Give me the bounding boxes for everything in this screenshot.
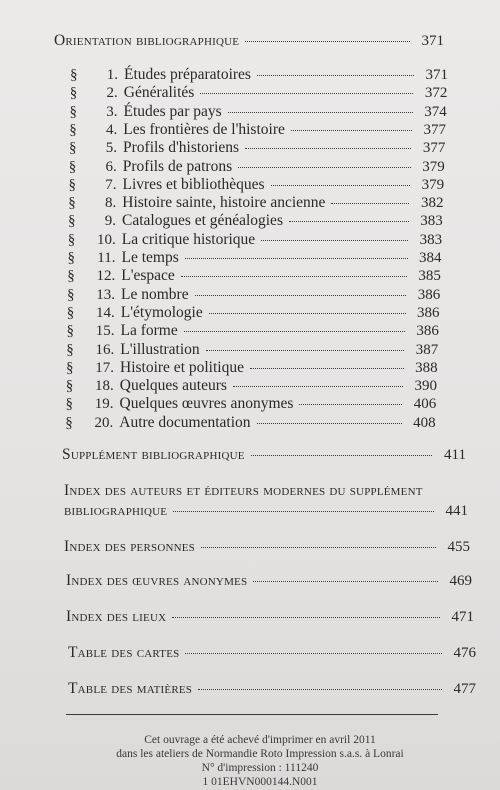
toc-label: Profils de patrons	[122, 157, 233, 175]
colophon	[60, 733, 460, 789]
toc-label: Études préparatoires	[124, 66, 251, 83]
toc-page-number: 379	[422, 158, 445, 175]
section-number: 7.	[105, 176, 117, 193]
section-sign: §	[65, 414, 73, 431]
section-sign: §	[67, 231, 76, 248]
section-number: 20.	[94, 414, 114, 431]
section-sign: §	[69, 121, 77, 138]
toc-label: Les frontières de l'histoire	[123, 120, 285, 138]
section-number: 9.	[104, 213, 116, 230]
section-number: 19.	[94, 396, 114, 413]
section-number: 6.	[105, 158, 117, 175]
toc-page-number: 388	[415, 359, 438, 376]
toc-page-number: 441	[445, 503, 468, 519]
toc-page-number: 471	[451, 609, 474, 625]
toc-page-number: 371	[425, 67, 448, 83]
toc-entry-index-lieux[interactable]	[66, 608, 474, 626]
section-sign: §	[69, 140, 77, 157]
toc-entry-index-auteurs[interactable]	[64, 482, 464, 500]
toc-section-entry[interactable]	[68, 194, 443, 212]
section-number: 2.	[106, 85, 118, 102]
toc-page-number: 382	[420, 195, 444, 212]
toc-section-entry[interactable]	[66, 359, 438, 377]
toc-label: La critique historique	[121, 230, 256, 248]
leader-dots	[200, 93, 413, 94]
toc-label: Index des auteurs et éditeurs modernes du supplément	[64, 482, 423, 499]
section-sign: §	[66, 304, 75, 321]
toc-section-entry[interactable]	[69, 176, 445, 194]
toc-page-number: 383	[420, 213, 443, 230]
toc-section-entry[interactable]	[69, 121, 446, 139]
toc-page-number: 374	[424, 103, 447, 120]
leader-dots	[173, 511, 434, 512]
leader-dots	[257, 423, 402, 424]
leader-dots	[201, 547, 436, 548]
section-number: 14.	[96, 304, 115, 321]
toc-label: La forme	[120, 322, 178, 340]
section-sign: §	[69, 103, 77, 120]
toc-entry-index-auteurs-cont[interactable]	[64, 502, 468, 520]
toc-page-number: 455	[447, 539, 470, 555]
leader-dots	[299, 404, 402, 405]
section-number: 13.	[96, 286, 115, 303]
section-sign: §	[65, 378, 74, 395]
toc-label: Quelques auteurs	[119, 377, 227, 395]
toc-section-entry[interactable]	[68, 249, 442, 267]
toc-label: bibliographique	[64, 502, 168, 519]
toc-page-number: 386	[417, 286, 441, 303]
leader-dots	[261, 240, 408, 241]
toc-page-number: 387	[415, 341, 439, 358]
toc-section-entry[interactable]	[68, 212, 443, 230]
toc-label: Quelques œuvres anonymes	[119, 395, 294, 413]
toc-page-number: 469	[449, 573, 472, 589]
toc-page-number: 476	[453, 645, 476, 661]
section-sign: §	[68, 176, 76, 193]
toc-entry-orientation[interactable]	[54, 32, 444, 50]
toc-label: Orientation bibliographique	[54, 32, 240, 49]
toc-entry-table-matieres[interactable]	[68, 680, 476, 698]
toc-label: Index des personnes	[64, 538, 196, 555]
toc-page-number: 390	[414, 378, 437, 395]
toc-section-entry[interactable]	[67, 267, 441, 285]
toc-label: Livres et bibliothèques	[122, 175, 265, 193]
toc-label: Index des lieux	[66, 608, 167, 625]
section-number: 12.	[96, 268, 116, 285]
toc-label: Supplément bibliographique	[62, 446, 245, 463]
toc-section-entry[interactable]	[70, 103, 447, 121]
section-number: 10.	[97, 231, 116, 248]
leader-dots	[238, 167, 411, 168]
section-number: 15.	[95, 323, 115, 340]
leader-dots	[291, 130, 412, 131]
leader-dots	[185, 258, 408, 259]
leader-dots	[209, 313, 406, 314]
leader-dots	[250, 368, 404, 369]
leader-dots	[206, 350, 405, 351]
toc-section-entry[interactable]	[70, 66, 448, 84]
toc-section-entry[interactable]	[70, 84, 448, 102]
toc-page-number: 477	[453, 681, 476, 697]
colophon-line: Cet ouvrage a été achevé d'imprimer en avril 2011	[144, 734, 376, 746]
section-sign: §	[66, 341, 74, 358]
section-sign: §	[70, 67, 78, 83]
toc-page-number: 371	[421, 33, 444, 49]
section-sign: §	[68, 195, 76, 212]
section-number: 16.	[95, 341, 115, 358]
colophon-line: 1 01EHVN000144.N001	[202, 776, 318, 788]
section-sign: §	[69, 85, 78, 102]
section-sign: §	[67, 250, 75, 266]
section-sign: §	[66, 323, 74, 340]
toc-page-number: 372	[424, 85, 448, 102]
toc-section-entry[interactable]	[66, 395, 437, 413]
toc-label: Le temps	[121, 249, 179, 266]
toc-label: Autre documentation	[119, 413, 251, 431]
toc-label: Histoire et politique	[120, 358, 244, 376]
toc-page-number: 386	[416, 323, 439, 340]
toc-page-number: 379	[421, 176, 445, 193]
toc-label: Profils d'historiens	[123, 139, 240, 157]
toc-label: Histoire sainte, histoire ancienne	[122, 194, 326, 212]
section-number: 1.	[106, 67, 118, 83]
toc-page-number: 385	[418, 268, 441, 285]
toc-label: Catalogues et généalogies	[122, 212, 283, 230]
toc-entry-index-oeuvres[interactable]	[66, 572, 472, 590]
toc-section-entry[interactable]	[67, 322, 439, 340]
toc-label: Études par pays	[123, 102, 222, 120]
toc-label: Table des cartes	[68, 644, 180, 661]
toc-entry-index-personnes[interactable]	[64, 538, 470, 556]
colophon-line: N° d'impression : 111240	[201, 762, 319, 774]
toc-page-number: 377	[422, 140, 446, 157]
section-sign: §	[67, 286, 75, 303]
toc-label: Table des matières	[68, 680, 193, 697]
leader-dots	[198, 689, 442, 690]
leader-dots	[289, 221, 409, 222]
toc-label: L'illustration	[120, 340, 200, 358]
toc-entry-table-cartes[interactable]	[68, 644, 476, 662]
leader-dots	[184, 331, 405, 332]
toc-section-entry[interactable]	[69, 139, 445, 157]
section-number: 17.	[95, 359, 114, 376]
toc-entry-supplement[interactable]	[62, 446, 466, 464]
leader-dots	[245, 148, 411, 149]
toc-label: L'espace	[121, 267, 175, 285]
leader-dots	[251, 455, 432, 456]
section-number: 8.	[105, 195, 117, 212]
section-number: 5.	[105, 140, 117, 157]
toc-page-number: 384	[419, 250, 442, 266]
toc-page-number: 406	[413, 396, 437, 413]
leader-dots	[181, 276, 407, 277]
section-sign: §	[68, 213, 76, 230]
toc-section-entry[interactable]	[68, 231, 442, 249]
leader-dots	[257, 75, 414, 76]
leader-dots	[172, 617, 440, 618]
leader-dots	[245, 41, 410, 42]
toc-section-entry[interactable]	[67, 286, 440, 304]
colophon-divider	[66, 714, 438, 715]
section-sign: §	[65, 396, 73, 413]
toc-page-number: 411	[444, 447, 466, 463]
toc-page-number: 386	[417, 304, 440, 321]
leader-dots	[195, 295, 407, 296]
leader-dots	[271, 185, 411, 186]
leader-dots	[253, 581, 438, 582]
toc-page-number: 383	[419, 231, 443, 248]
toc-section-entry[interactable]	[66, 341, 438, 359]
section-number: 11.	[97, 250, 116, 266]
toc-page-number: 408	[413, 414, 436, 431]
leader-dots	[228, 112, 413, 113]
toc-label: Généralités	[123, 84, 195, 102]
section-number: 4.	[106, 121, 118, 138]
toc-section-entry[interactable]	[66, 377, 437, 395]
toc-label: L'étymologie	[120, 303, 203, 321]
section-number: 3.	[106, 103, 118, 120]
colophon-line: dans les ateliers de Normandie Roto Impression s.a.s. à Lonrai	[116, 748, 404, 760]
toc-label: Index des œuvres anonymes	[66, 572, 248, 589]
section-sign: §	[68, 158, 77, 175]
leader-dots	[233, 386, 403, 387]
toc-label: Le nombre	[121, 285, 189, 303]
toc-section-entry[interactable]	[67, 304, 440, 322]
toc-page-number: 377	[423, 121, 447, 138]
section-number: 18.	[95, 378, 114, 395]
toc-section-entry[interactable]	[65, 414, 435, 432]
section-sign: §	[66, 359, 74, 376]
leader-dots	[331, 203, 409, 204]
leader-dots	[185, 653, 442, 654]
section-sign: §	[67, 268, 75, 285]
toc-section-entry[interactable]	[69, 158, 445, 176]
